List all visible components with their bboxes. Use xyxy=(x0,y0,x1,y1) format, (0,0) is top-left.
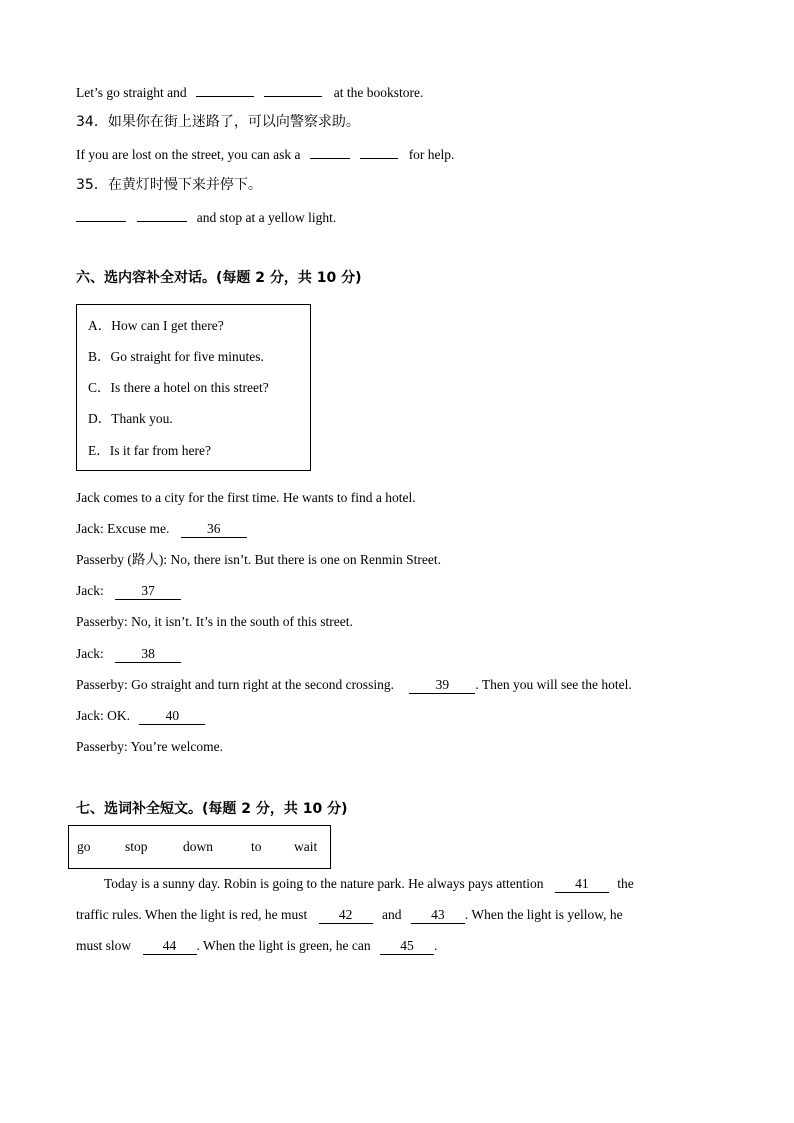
q35-blank-2[interactable] xyxy=(137,207,187,222)
answer-blank-39[interactable]: 39 xyxy=(409,677,475,694)
dialogue-line-39 xyxy=(76,675,632,695)
answer-blank-44[interactable]: 44 xyxy=(143,938,197,955)
q34-text-after: for help. xyxy=(408,147,455,162)
passage-line-2 xyxy=(76,905,623,925)
answer-blank-41[interactable]: 41 xyxy=(555,876,609,893)
passage-text: . When the light is green, he can xyxy=(196,938,371,953)
dialogue-speaker-text: Jack: OK. xyxy=(76,708,130,723)
q33-blank-2[interactable] xyxy=(264,82,322,97)
option-b: B．Go straight for five minutes. xyxy=(88,349,264,364)
q34-text-before: If you are lost on the street, you can ask a xyxy=(76,147,301,162)
dialogue-line-4: Passerby: No, it isn’t. It’s in the south of this street. xyxy=(76,614,353,629)
dialogue-line-2: Passerby (路人): No, there isn’t. But there is one on Renmin Street. xyxy=(76,552,441,567)
word-stop: stop xyxy=(125,839,148,854)
passage-line-3 xyxy=(76,936,437,956)
answer-blank-38[interactable]: 38 xyxy=(115,646,181,663)
option-d: D．Thank you. xyxy=(88,411,173,426)
options-box xyxy=(76,304,311,471)
q33-text-before: Let’s go straight and xyxy=(76,85,187,100)
answer-blank-40[interactable]: 40 xyxy=(139,708,205,725)
answer-blank-37[interactable]: 37 xyxy=(115,583,181,600)
q34-prompt: 34．如果你在街上迷路了，可以向警察求助。 xyxy=(76,114,360,130)
q33-blank-1[interactable] xyxy=(196,82,254,97)
passage-text: must slow xyxy=(76,938,132,953)
dialogue-line-8: Passerby: You’re welcome. xyxy=(76,739,223,754)
q33-text-after: at the bookstore. xyxy=(333,85,424,100)
passage-text: Today is a sunny day. Robin is going to the nature park. He always pays attention xyxy=(104,876,544,891)
option-e: E．Is it far from here? xyxy=(88,443,211,458)
word-go: go xyxy=(77,839,91,854)
q34-blank-2[interactable] xyxy=(360,144,398,159)
word-down: down xyxy=(183,839,213,854)
answer-blank-42[interactable]: 42 xyxy=(319,907,373,924)
dialogue-speaker-text: Jack: xyxy=(76,583,104,598)
answer-blank-45[interactable]: 45 xyxy=(380,938,434,955)
answer-blank-43[interactable]: 43 xyxy=(411,907,465,924)
dialogue-text-after: . Then you will see the hotel. xyxy=(475,677,632,692)
word-wait: wait xyxy=(294,839,318,854)
passage-text: . xyxy=(433,938,438,953)
dialogue-speaker-text: Passerby: Go straight and turn right at the second crossing. xyxy=(76,677,394,692)
q35-blank-1[interactable] xyxy=(76,207,126,222)
q33-line xyxy=(76,82,423,103)
dialogue-line-38 xyxy=(76,644,181,664)
dialogue-line-36 xyxy=(76,519,247,539)
section6-heading: 六、选内容补全对话。(每题 2 分，共 10 分) xyxy=(76,270,362,286)
q35-prompt: 35．在黄灯时慢下来并停下。 xyxy=(76,177,262,193)
q34-line xyxy=(76,144,454,165)
answer-blank-36[interactable]: 36 xyxy=(181,521,247,538)
passage-line-1 xyxy=(104,874,634,894)
passage-text: traffic rules. When the light is red, he must xyxy=(76,907,308,922)
option-a: A．How can I get there? xyxy=(88,318,224,333)
dialogue-line-37 xyxy=(76,581,181,601)
passage-text: the xyxy=(617,876,634,891)
q34-blank-1[interactable] xyxy=(310,144,350,159)
dialogue-line-40 xyxy=(76,706,205,726)
section7-heading: 七、选词补全短文。(每题 2 分，共 10 分) xyxy=(76,801,348,817)
word-to: to xyxy=(251,839,262,854)
passage-text: . When the light is yellow, he xyxy=(464,907,623,922)
option-c: C．Is there a hotel on this street? xyxy=(88,380,269,395)
dialogue-speaker-text: Jack: Excuse me. xyxy=(76,521,170,536)
q35-line xyxy=(76,207,336,228)
q35-text-after: and stop at a yellow light. xyxy=(196,210,337,225)
dialogue-speaker-text: Jack: xyxy=(76,646,104,661)
dialogue-intro: Jack comes to a city for the first time. He wants to find a hotel. xyxy=(76,490,416,505)
passage-text: and xyxy=(381,907,402,922)
word-box xyxy=(68,825,331,869)
